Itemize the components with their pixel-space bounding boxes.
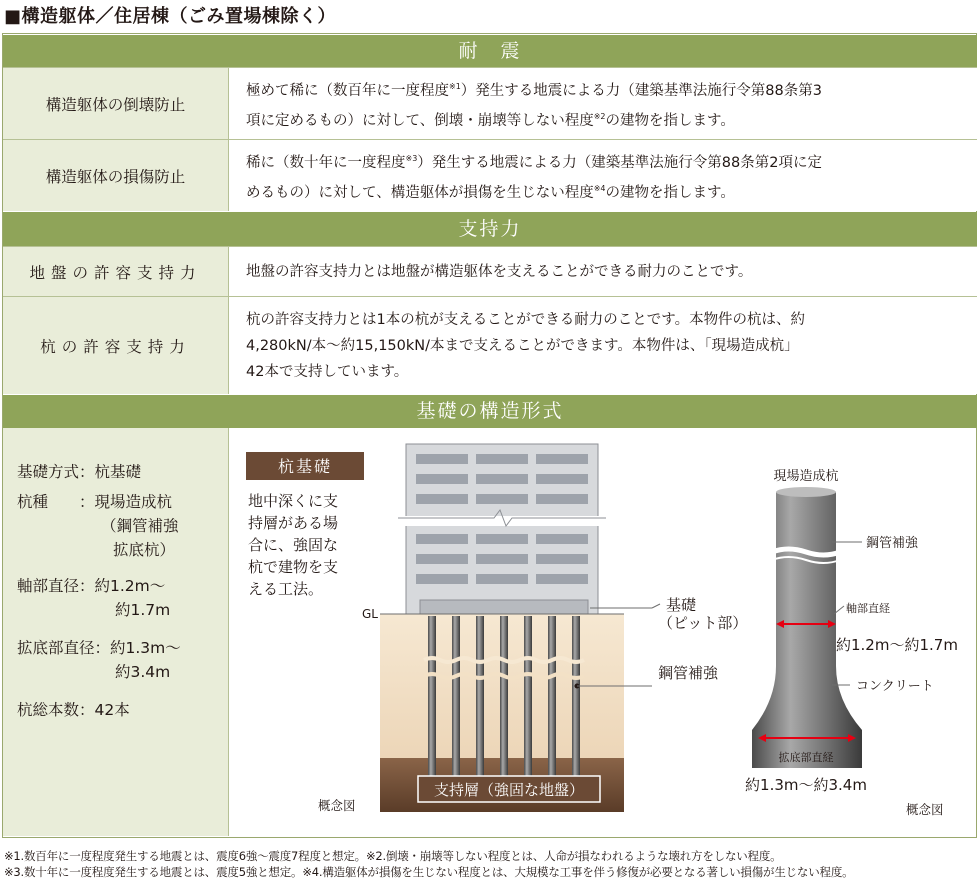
section-header-bearing: 支持力 — [3, 212, 977, 246]
row-label: 構造躯体の損傷防止 — [3, 140, 229, 211]
desc-line: 持層がある場 — [248, 514, 339, 532]
spec-pile-type-sub: （鋼管補強 — [101, 517, 179, 535]
foundation-label: 基礎 — [666, 596, 697, 614]
pile-detail-icon — [752, 487, 862, 768]
concrete-label: コンクリート — [856, 679, 934, 694]
section-header-foundation: 基礎の構造形式 — [3, 395, 977, 428]
spec-shaft-diameter: 軸部直径：約1.2m～ — [17, 577, 166, 595]
table-row — [3, 246, 977, 296]
base-value: 約1.3m～約3.4m — [745, 776, 867, 794]
shaft-label: 軸部直経 — [846, 602, 890, 615]
foundation-specs — [3, 428, 229, 836]
shaft-value: 約1.2m～約1.7m — [836, 636, 958, 654]
spec-base-diameter: 拡底部直径：約1.3m～ — [17, 639, 181, 657]
row-label: 杭の許容支持力 — [3, 297, 229, 394]
footnote: ※3.数十年に一度程度発生する地震とは、震度5強と想定。※4.構造躯体が損傷を生じない程度とは、大規模な工事を伴う修復が必要となる著しい損傷が生じない程度。 — [4, 865, 854, 879]
foundation-figure — [232, 428, 976, 836]
spec-shaft-diameter-sub: 約1.7m — [115, 601, 171, 619]
desc-line: 地中深くに支 — [248, 492, 339, 510]
spec-method: 基礎方式：杭基礎 — [17, 463, 142, 481]
concept-label: 概念図 — [906, 802, 944, 817]
row-text: 杭の許容支持力とは1本の杭が支えることができる耐力のことです。本物件の杭は、約 4,280kN/本～約15,150kN/本まで支えることができます。本物件は、「現場造成杭」 42本で支持しています。 — [246, 311, 806, 380]
spec-pile-type-sub: 拡底杭） — [113, 541, 176, 559]
leader-line — [652, 604, 660, 608]
footnote: ※1.数百年に一度程度発生する地震とは、震度6強～震度7程度と想定。※2.倒壊・崩壊等しない程度とは、人命が損なわれるような壊れ方をしない程度。 — [4, 849, 782, 863]
row-text: 極めて稀に（数百年に一度程度$^{※1}$）発生する地震による力（建築基準法施行令第88条第3 項に定めるもの）に対して、倒壊・崩壊等しない程度$^{※2}$の建物を指します。 — [246, 81, 822, 129]
row-text: 稀に（数十年に一度程度$^{※3}$）発生する地震による力（建築基準法施行令第88条第2項に定 めるもの）に対して、構造躯体が損傷を生じない程度$^{※4}$の建物を指します。 — [246, 153, 822, 201]
pile-title: 現場造成杭 — [773, 469, 839, 484]
table-row — [3, 139, 977, 211]
building-icon — [398, 444, 606, 614]
badge-label: 杭基礎 — [277, 457, 333, 476]
section-header-seismic: 耐 震 — [3, 35, 977, 67]
concept-label: 概念図 — [318, 798, 356, 813]
pile-steel-label: 鋼管補強 — [866, 536, 919, 551]
desc-line: 杭で建物を支 — [248, 558, 339, 576]
spec-pile-count: 杭総本数：42本 — [17, 701, 130, 719]
table-row — [3, 296, 977, 394]
desc-line: える工法。 — [248, 580, 324, 598]
steel-label: 鋼管補強 — [658, 664, 719, 682]
foundation-diagram — [232, 428, 976, 836]
spec-pile-type: 杭種 ：現場造成杭 — [17, 493, 173, 511]
row-label: 構造躯体の倒壊防止 — [3, 68, 229, 139]
bearing-layer-label: 支持層（強固な地盤） — [433, 781, 585, 799]
page-title: ■構造躯体／住居棟（ごみ置場棟除く） — [4, 6, 337, 27]
spec-base-diameter-sub: 約3.4m — [115, 663, 171, 681]
row-text: 地盤の許容支持力とは地盤が構造躯体を支えることができる耐力のことです。 — [246, 263, 753, 280]
base-label: 拡底部直経 — [778, 751, 834, 764]
row-label: 地盤の許容支持力 — [3, 247, 229, 296]
table-row — [3, 67, 977, 139]
gl-label: GL — [362, 607, 378, 621]
foundation-label-sub: （ピット部） — [658, 614, 748, 632]
desc-line: 合に、強固な — [248, 536, 339, 554]
